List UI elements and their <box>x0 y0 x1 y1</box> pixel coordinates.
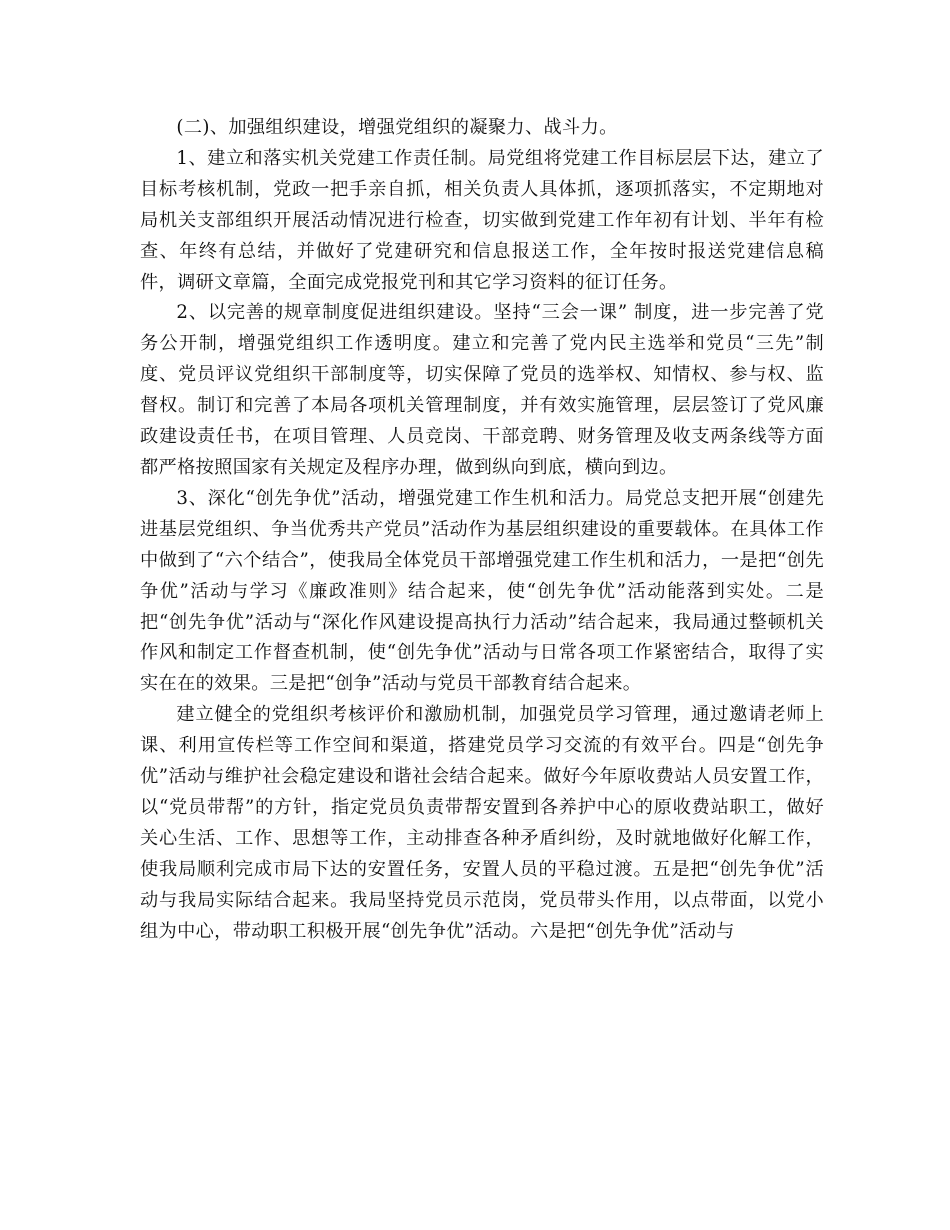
paragraph-excellence-campaign: 3、深化“创先争优”活动，增强党建工作生机和活力。局党总支把开展“创建先进基层党组织、争当优秀共产党员”活动作为基层组织建设的重要载体。在具体工作中做到了“六个结合”，使我局全体党员干部增强党建工作生机和活力，一是把“创先争优”活动与学习《廉政准则》结合起来，使“创先争优”活动能落到实处。二是把“创先争优”活动与“深化作风建设提高执行力活动”结合起来，我局通过整顿机关作风和制定工作督查机制，使“创先争优”活动与日常各项工作紧密结合，取得了实实在在的效果。三是把“创争”活动与党员干部教育结合起来。 <box>140 487 824 695</box>
paragraph-evaluation-mechanism: 建立健全的党组织考核评价和激励机制，加强党员学习管理，通过邀请老师上课、利用宣传栏等工作空间和渠道，搭建党员学习交流的有效平台。四是“创先争优”活动与维护社会稳定建设和谐社会结合起来。做好今年原收费站人员安置工作，以“党员带帮”的方针，指定党员负责带帮安置到各养护中心的原收费站职工，做好关心生活、工作、思想等工作，主动排查各种矛盾纠纷，及时就地做好化解工作，使我局顺利完成市局下达的安置任务，安置人员的平稳过渡。五是把“创先争优”活动与我局实际结合起来。我局坚持党员示范岗，党员带头作用，以点带面，以党小组为中心，带动职工积极开展“创先争优”活动。六是把“创先争优”活动与 <box>140 704 824 942</box>
paragraph-party-building-responsibility: 1、建立和落实机关党建工作责任制。局党组将党建工作目标层层下达，建立了目标考核机制，党政一把手亲自抓，相关负责人具体抓，逐项抓落实，不定期地对局机关支部组织开展活动情况进行检查，切实做到党建工作年初有计划、半年有检查、年终有总结，并做好了党建研究和信息报送工作，全年按时报送党建信息稿件，调研文章篇，全面完成党报党刊和其它学习资料的征订任务。 <box>140 147 824 293</box>
section-heading: (二)、加强组织建设，增强党组织的凝聚力、战斗力。 <box>176 117 618 138</box>
paragraph-rules-and-regulations: 2、以完善的规章制度促进组织建设。坚持“三会一课” 制度，进一步完善了党务公开制，增强党组织工作透明度。建立和完善了党内民主选举和党员“三先”制度、党员评议党组织干部制度等，切实保障了党员的选举权、知情权、参与权、监督权。制订和完善了本局各项机关管理制度，并有效实施管理，层层签订了党风廉政建设责任书，在项目管理、人员竞岗、干部竞聘、财务管理及收支两条线等方面都严格按照国家有关规定及程序办理，做到纵向到底，横向到边。 <box>140 302 824 478</box>
